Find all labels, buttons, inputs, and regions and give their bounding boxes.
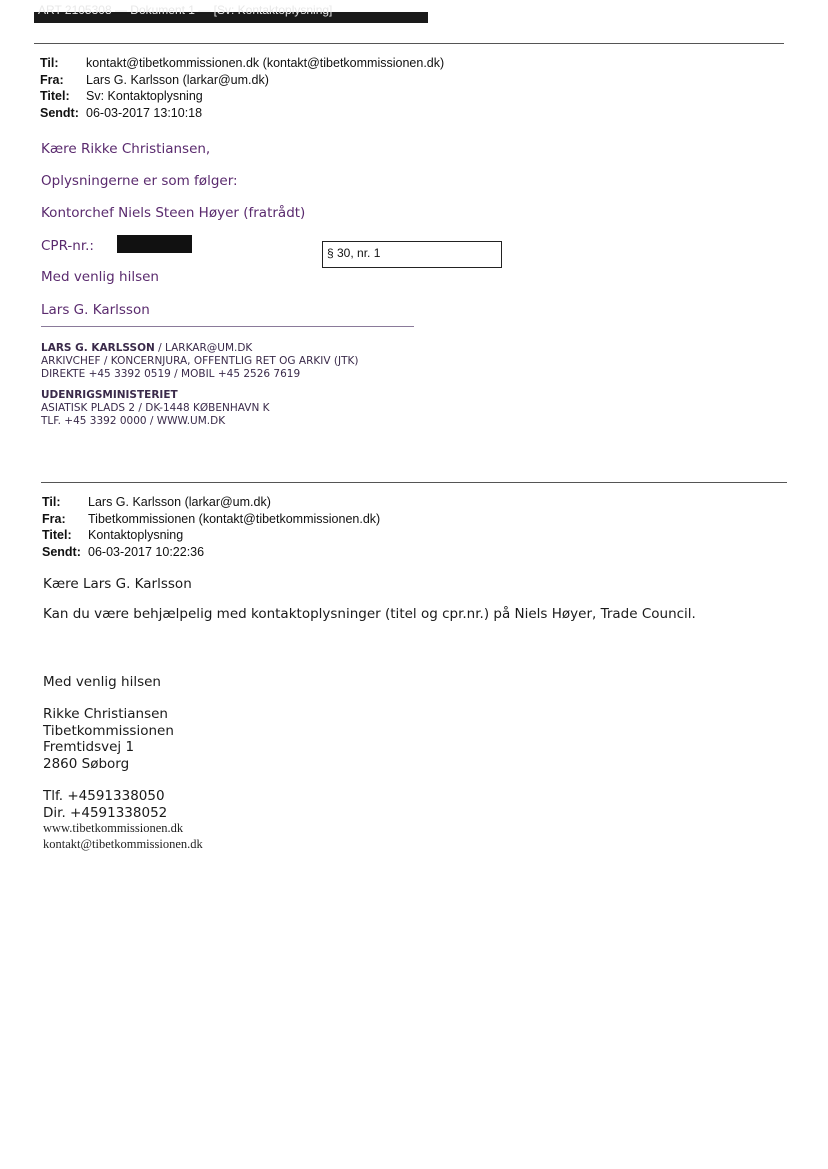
signature-divider <box>41 326 414 327</box>
sent-row: Sendt: 06-03-2017 13:10:18 <box>40 105 203 120</box>
email2-links <box>43 820 203 852</box>
subject-row: Titel: Kontaktoplysning <box>42 528 184 542</box>
document-header-bar <box>34 3 428 23</box>
sig-dir: Dir. +4591338052 <box>43 804 168 821</box>
email-link[interactable]: kontakt@tibetkommissionen.dk <box>43 837 203 851</box>
redaction-stamp: § 30, nr. 1 <box>322 241 502 268</box>
sig-tlf: Tlf. +4591338050 <box>43 788 165 804</box>
sig-city: 2860 Søborg <box>43 755 130 772</box>
sig-org: UDENRIGSMINISTERIET <box>41 389 178 401</box>
document-header-text: ART 2105308 — Dokument 1 — [Sv: Kontaktoplysning] <box>38 3 333 17</box>
sig-tlf: TLF. +45 3392 0000 / WWW.UM.DK <box>41 415 226 427</box>
sig-street: Fremtidsvej 1 <box>43 739 135 755</box>
cpr-label: CPR-nr.: <box>41 238 94 254</box>
from-row: Fra: Lars G. Karlsson (larkar@um.dk) <box>40 72 269 87</box>
sig-address: ASIATISK PLADS 2 / DK-1448 KØBENHAVN K <box>41 402 270 414</box>
to-row: Til: Lars G. Karlsson (larkar@um.dk) <box>42 495 271 509</box>
sig-email: / LARKAR@UM.DK <box>154 342 253 354</box>
subject-row: Titel: Sv: Kontaktoplysning <box>40 89 203 103</box>
sent-value: 06-03-2017 13:10:18 <box>86 105 203 120</box>
from-value: Lars G. Karlsson (larkar@um.dk) <box>86 72 269 87</box>
email1-line1: Oplysningerne er som følger: <box>41 173 238 189</box>
sig-phones: DIREKTE +45 3392 0519 / MOBIL +45 2526 7619 <box>41 368 301 380</box>
sig-title: ARKIVCHEF / KONCERNJURA, OFFENTLIG RET OG ARKIV (JTK) <box>41 355 359 367</box>
email1-headers <box>40 55 444 121</box>
signature-block <box>41 342 358 428</box>
email1-signer: Lars G. Karlsson <box>41 302 150 318</box>
subject-value: Kontaktoplysning <box>88 528 184 542</box>
email1-line2: Kontorchef Niels Steen Høyer (fratrådt) <box>41 205 306 221</box>
sig-name: LARS G. KARLSSON <box>41 342 155 354</box>
divider <box>41 482 787 483</box>
email2-greeting: Kære Lars G. Karlsson <box>43 576 192 592</box>
email2-body: Kan du være behjælpelig med kontaktoplysninger (titel og cpr.nr.) på Niels Høyer, Trade Council. <box>43 606 696 622</box>
email1-closing: Med venlig hilsen <box>41 269 159 285</box>
web-link[interactable]: www.tibetkommissionen.dk <box>43 821 184 835</box>
divider <box>34 43 784 44</box>
from-row: Fra: Tibetkommissionen (kontakt@tibetkommissionen.dk) <box>42 511 381 526</box>
redaction-box <box>117 235 192 253</box>
to-value: Lars G. Karlsson (larkar@um.dk) <box>88 495 271 509</box>
from-value: Tibetkommissionen (kontakt@tibetkommissionen.dk) <box>88 511 381 526</box>
sig-org: Tibetkommissionen <box>43 722 174 739</box>
email2-headers <box>42 494 380 560</box>
to-value: kontakt@tibetkommissionen.dk (kontakt@tibetkommissionen.dk) <box>86 56 445 70</box>
sent-row: Sendt: 06-03-2017 10:22:36 <box>42 544 205 559</box>
to-row: Til: kontakt@tibetkommissionen.dk (kontakt@tibetkommissionen.dk) <box>40 56 445 70</box>
subject-value: Sv: Kontaktoplysning <box>86 89 203 103</box>
email1-greeting: Kære Rikke Christiansen, <box>41 141 211 157</box>
sent-value: 06-03-2017 10:22:36 <box>88 544 205 559</box>
email2-closing: Med venlig hilsen <box>43 674 161 690</box>
sig-name: Rikke Christiansen <box>43 706 168 722</box>
email2-signature <box>43 706 174 821</box>
